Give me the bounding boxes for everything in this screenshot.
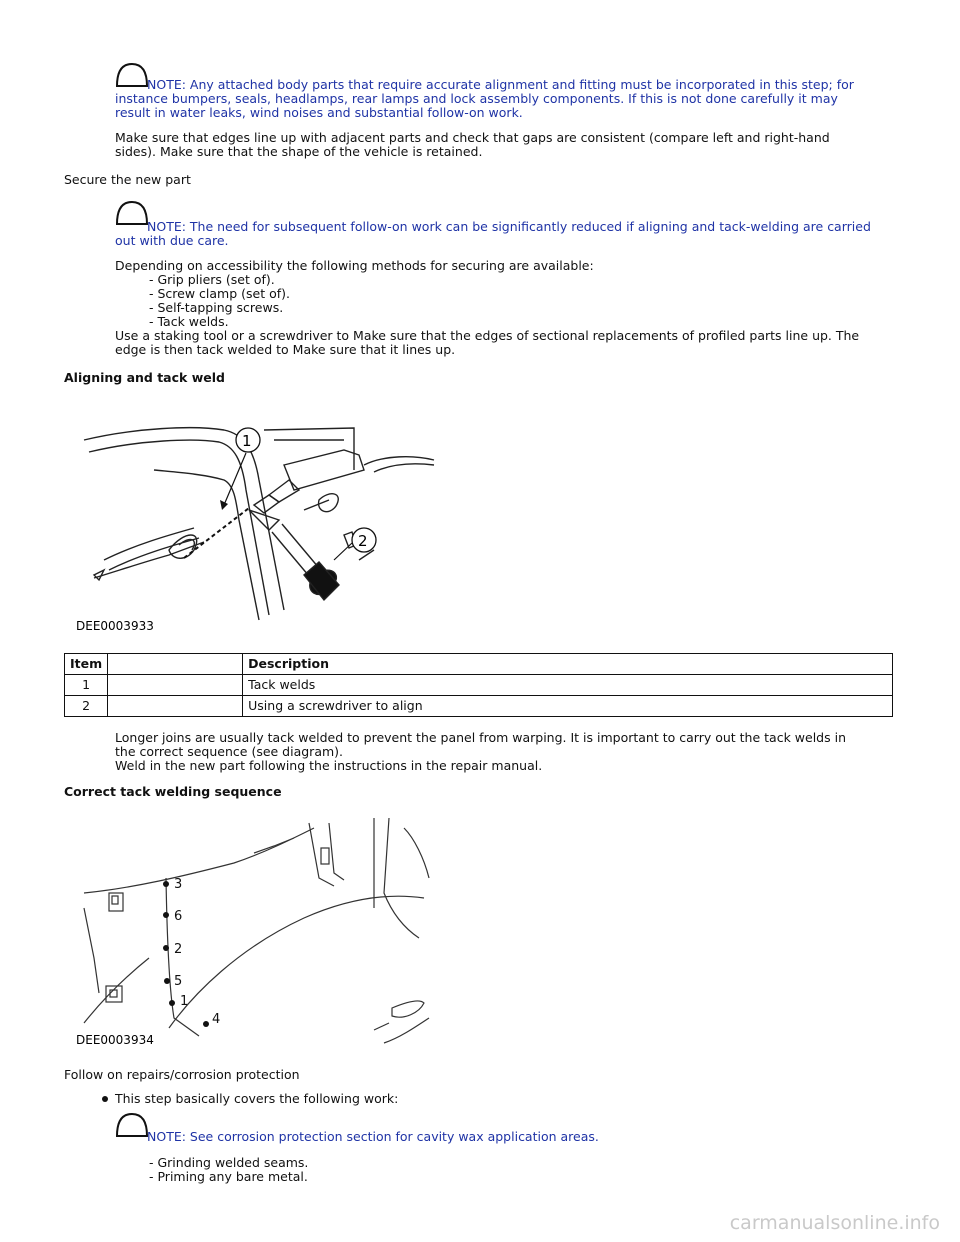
table-cell-spacer xyxy=(108,675,243,696)
sequence-label: 3 xyxy=(174,877,183,892)
figure2-code: DEE0003934 xyxy=(76,1033,154,1047)
bullet-dot xyxy=(102,1096,108,1102)
method-item: - Tack welds. xyxy=(149,314,229,329)
method-item: - Screw clamp (set of). xyxy=(149,286,290,301)
table-row xyxy=(65,675,893,696)
note-icon xyxy=(115,62,149,88)
method-item: - Self-tapping screws. xyxy=(149,300,284,315)
secure-heading: Secure the new part xyxy=(64,172,191,187)
para1-line-2: sides). Make sure that the shape of the vehicle is retained. xyxy=(115,144,483,159)
para2-line-1: Longer joins are usually tack welded to prevent the panel from warping. It is important to carry out the tack welds in xyxy=(115,730,846,745)
methods-after-line-2: edge is then tack welded to Make sure that it lines up. xyxy=(115,342,456,357)
table-cell-description: Tack welds xyxy=(243,675,893,696)
sequence-label: 4 xyxy=(212,1012,221,1027)
table-cell-spacer xyxy=(108,696,243,717)
table-header-item: Item xyxy=(65,654,108,675)
item-description-table xyxy=(64,653,893,717)
figure-tack-welding-sequence xyxy=(74,818,444,1050)
figure1-code: DEE0003933 xyxy=(76,619,154,633)
note2-line-2: out with due care. xyxy=(115,233,229,248)
final-item: - Priming any bare metal. xyxy=(149,1169,308,1184)
sequence-label: 2 xyxy=(174,942,183,957)
sequence-label: 5 xyxy=(174,974,183,989)
para1-line-1: Make sure that edges line up with adjacent parts and check that gaps are consistent (compare left and right-hand xyxy=(115,130,830,145)
para2-line-3: Weld in the new part following the instructions in the repair manual. xyxy=(115,758,543,773)
note1-line-2: instance bumpers, seals, headlamps, rear lamps and lock assembly components. If this is not done carefully it may xyxy=(115,91,838,106)
methods-after-line-1: Use a staking tool or a screwdriver to Make sure that the edges of sectional replacements of profiled parts line up. The xyxy=(115,328,860,343)
sequence-label: 6 xyxy=(174,909,183,924)
methods-intro: Depending on accessibility the following methods for securing are available: xyxy=(115,258,594,273)
table-header-row xyxy=(65,654,893,675)
figure1-callout-1: 1 xyxy=(242,432,252,450)
figure-aligning-tack-weld xyxy=(74,410,444,635)
sequence-heading: Correct tack welding sequence xyxy=(64,784,282,799)
sequence-label: 1 xyxy=(180,994,189,1009)
align-heading: Aligning and tack weld xyxy=(64,370,225,385)
table-header-spacer xyxy=(108,654,243,675)
note1-line-3: result in water leaks, wind noises and substantial follow-on work. xyxy=(115,105,523,120)
figure1-callout-2: 2 xyxy=(358,532,368,550)
note1-line-1: NOTE: Any attached body parts that require accurate alignment and fitting must be incorporated in this step; for xyxy=(147,77,854,92)
table-cell-item: 1 xyxy=(65,675,108,696)
note-icon xyxy=(115,200,149,226)
method-item: - Grip pliers (set of). xyxy=(149,272,275,287)
note3-text: NOTE: See corrosion protection section for cavity wax application areas. xyxy=(147,1129,599,1144)
note2-line-1: NOTE: The need for subsequent follow-on work can be significantly reduced if aligning and tack-welding are carried xyxy=(147,219,871,234)
watermark: carmanualsonline.info xyxy=(729,1212,940,1234)
note-icon xyxy=(115,1112,149,1138)
table-row xyxy=(65,696,893,717)
table-cell-description: Using a screwdriver to align xyxy=(243,696,893,717)
final-item: - Grinding welded seams. xyxy=(149,1155,309,1170)
followon-heading: Follow on repairs/corrosion protection xyxy=(64,1067,300,1082)
table-cell-item: 2 xyxy=(65,696,108,717)
bullet-text: This step basically covers the following work: xyxy=(115,1091,399,1106)
para2-line-2: the correct sequence (see diagram). xyxy=(115,744,344,759)
table-header-description: Description xyxy=(243,654,893,675)
